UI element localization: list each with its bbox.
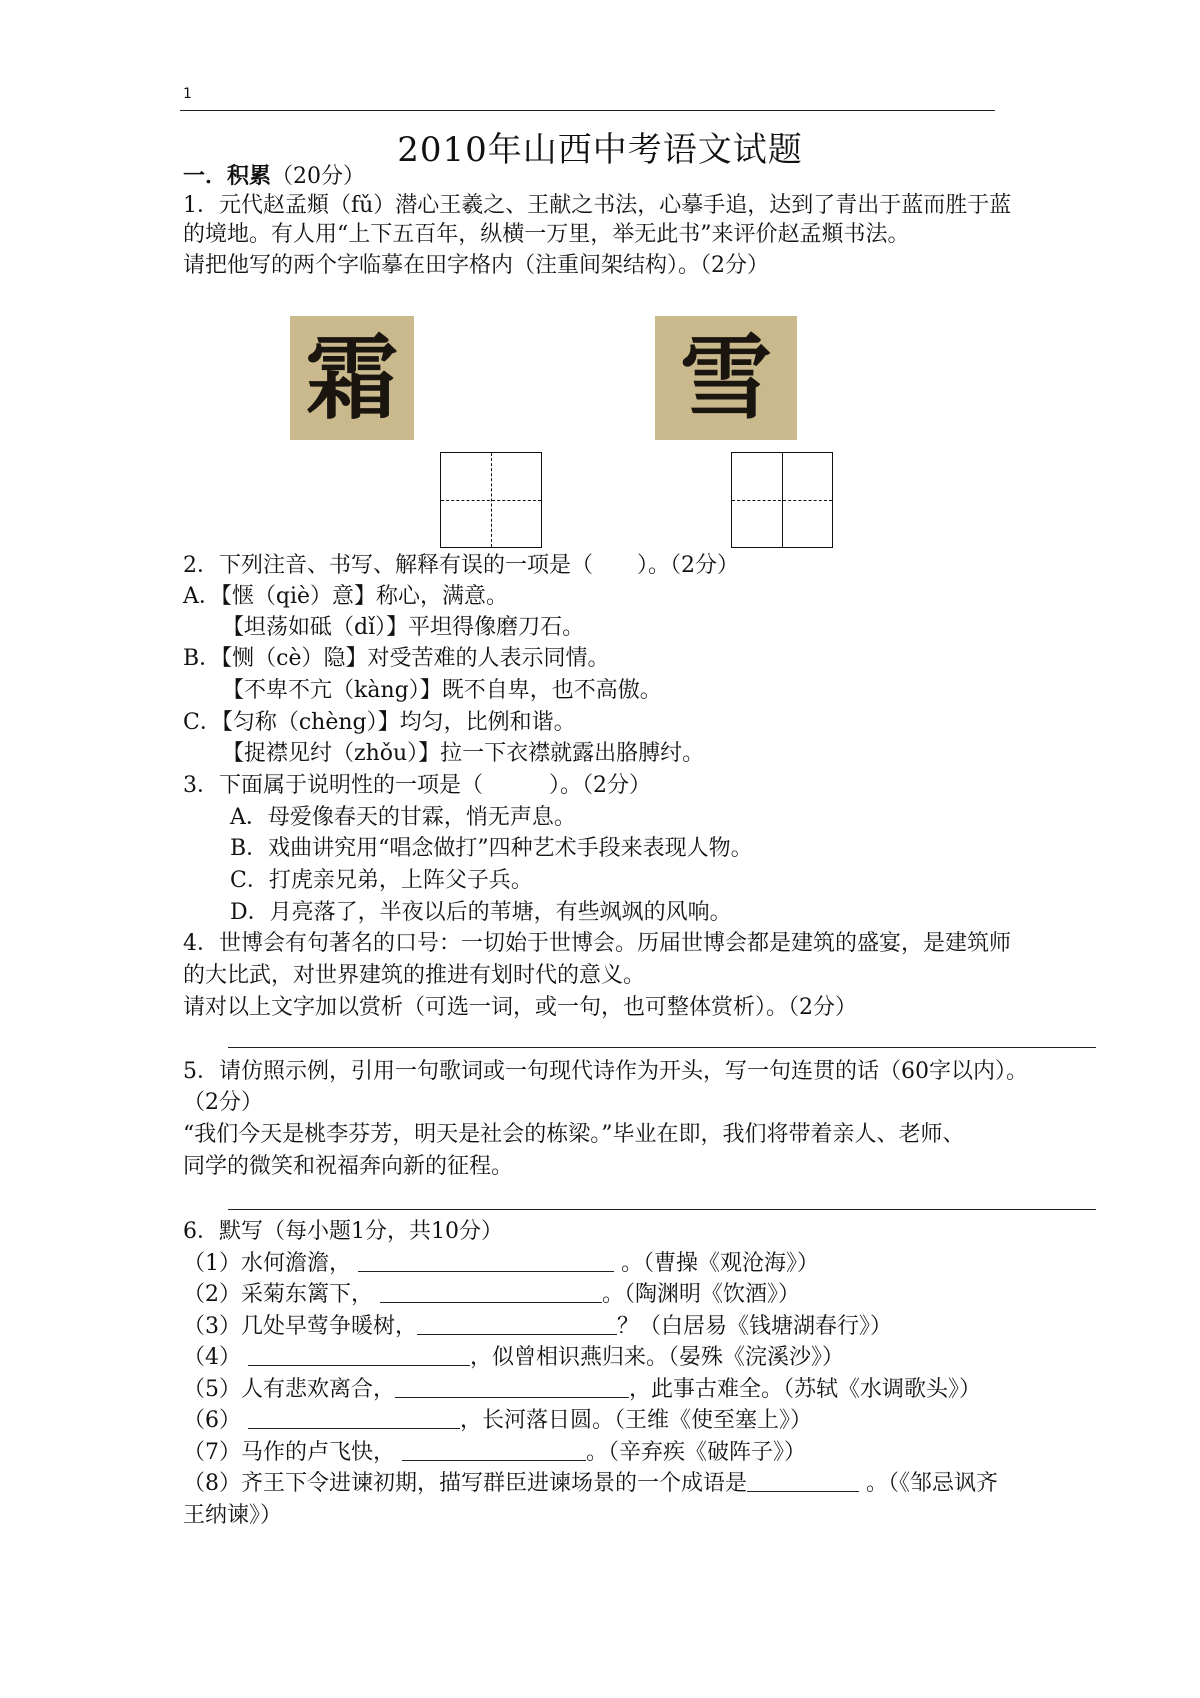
q3-option-b: B．戏曲讲究用“唱念做打”四种艺术手段来表现人物。 (230, 836, 753, 861)
q6-item-6-prompt: （6） (183, 1408, 241, 1433)
q5-example-line1: “我们今天是桃李芬芳，明天是社会的栋梁。”毕业在即，我们将带着亲人、老师、 (183, 1122, 965, 1147)
tianzige-grid-2[interactable] (731, 452, 833, 548)
q5-answer-line[interactable] (228, 1209, 1096, 1210)
q2-option-a-cont: 【坦荡如砥（dǐ）】平坦得像磨刀石。 (222, 615, 585, 640)
grid-center-horizontal (732, 500, 832, 501)
q6-item-2-prompt: （2）采菊东篱下， (183, 1282, 373, 1307)
q6-item-1-prompt: （1）水何澹澹， (183, 1251, 351, 1276)
q6-item-5-blank[interactable] (395, 1375, 629, 1398)
section-heading-points: （20分） (271, 164, 366, 189)
q5-example-line2: 同学的微笑和祝福奔向新的征程。 (183, 1154, 514, 1179)
q1-line1: 1．元代赵孟頫（fǔ）潜心王羲之、王献之书法，心摹手追，达到了青出于蓝而胜于蓝 (183, 193, 1012, 218)
q5-line2: （2分） (183, 1090, 263, 1115)
header-rule (180, 110, 995, 111)
q3-option-d: D．月亮落了，半夜以后的苇塘，有些飒飒的风响。 (230, 900, 732, 925)
q2-option-a: A．【惬（qiè）意】称心，满意。 (183, 584, 509, 609)
q6-item-6-blank[interactable] (248, 1406, 460, 1429)
q6-item-1 (183, 1248, 819, 1280)
q6-item-4 (183, 1342, 844, 1374)
calligraphy-sample-2 (655, 316, 797, 440)
q3-option-a: A．母爱像春天的甘霖，悄无声息。 (230, 805, 576, 830)
q6-item-7 (183, 1437, 806, 1469)
q6-item-2-source: 。（陶渊明《饮酒》） (602, 1282, 801, 1307)
q2-option-b-cont: 【不卑不亢（kàng）】既不自卑，也不高傲。 (222, 678, 662, 703)
page-title: 2010年山西中考语文试题 (397, 130, 803, 170)
q6-item-2 (183, 1279, 800, 1311)
q6-item-5-prompt: （5）人有悲欢离合， (183, 1377, 395, 1402)
q6-item-5-source: ，此事古难全。（苏轼《水调歌头》） (629, 1377, 982, 1402)
q6-item-8-cont: 王纳谏》） (183, 1503, 283, 1528)
section-heading (183, 160, 365, 193)
q3-stem: 3．下面属于说明性的一项是（ ）。（2分） (183, 773, 651, 798)
q6-item-6-source: ，长河落日圆。（王维《使至塞上》） (460, 1408, 813, 1433)
q6-item-3 (183, 1311, 892, 1343)
q6-item-3-prompt: （3）几处早莺争暖树， (183, 1314, 417, 1339)
q1-line2: 的境地。有人用“上下五百年，纵横一万里，举无此书”来评价赵孟頫书法。 (183, 222, 910, 247)
q4-answer-line[interactable] (228, 1047, 1096, 1048)
q6-item-8-prompt: （8）齐王下令进谏初期，描写群臣进谏场景的一个成语是 (183, 1471, 747, 1496)
q2-option-c: C．【匀称（chèng）】均匀，比例和谐。 (183, 710, 576, 735)
q6-item-3-source: ？（白居易《钱塘湖春行》） (617, 1314, 893, 1339)
page-number: 1 (183, 86, 192, 102)
q6-item-4-blank[interactable] (248, 1343, 470, 1366)
calligraphy-char-1: 霜 (305, 324, 398, 432)
q6-stem: 6．默写（每小题1分，共10分） (183, 1219, 503, 1244)
q6-item-1-blank[interactable] (358, 1249, 614, 1272)
calligraphy-sample-1 (290, 316, 414, 440)
q6-item-7-blank[interactable] (402, 1438, 586, 1461)
q6-item-7-prompt: （7）马作的卢飞快， (183, 1440, 395, 1465)
q6-item-1-source: 。（曹操《观沧海》） (621, 1251, 820, 1276)
q2-option-b: B．【恻（cè）隐】对受苦难的人表示同情。 (183, 646, 610, 671)
q6-item-8 (183, 1468, 998, 1500)
q2-option-c-cont: 【捉襟见纣（zhǒu）】拉一下衣襟就露出胳膊纣。 (222, 741, 705, 766)
q6-item-6 (183, 1405, 812, 1437)
q6-item-2-blank[interactable] (380, 1280, 602, 1303)
q4-line3: 请对以上文字加以赏析（可选一词，或一句，也可整体赏析）。（2分） (183, 995, 857, 1020)
section-heading-label: 一．积累 (183, 163, 272, 189)
q5-line1: 5．请仿照示例，引用一句歌词或一句现代诗作为开头，写一句连贯的话（60字以内）。 (183, 1059, 1028, 1084)
q1-line3: 请把他写的两个字临摹在田字格内（注重间架结构）。（2分） (183, 253, 769, 278)
q6-item-8-blank[interactable] (747, 1469, 859, 1492)
q6-item-8-source: 。（《邹忌讽齐 (866, 1471, 999, 1496)
q4-line1: 4．世博会有句著名的口号：一切始于世博会。历届世博会都是建筑的盛宴，是建筑师 (183, 931, 1011, 956)
q2-stem: 2．下列注音、书写、解释有误的一项是（ ）。（2分） (183, 553, 739, 578)
q6-item-4-prompt: （4） (183, 1345, 241, 1370)
q6-item-3-blank[interactable] (417, 1312, 617, 1335)
grid-center-horizontal (441, 500, 541, 501)
q6-item-7-source: 。（辛弃疾《破阵子》） (586, 1440, 807, 1465)
calligraphy-char-2: 雪 (679, 324, 772, 432)
q6-item-4-source: ，似曾相识燕归来。（晏殊《浣溪沙》） (470, 1345, 845, 1370)
q3-option-c: C．打虎亲兄弟，上阵父子兵。 (230, 868, 533, 893)
tianzige-grid-1[interactable] (440, 452, 542, 548)
q4-line2: 的大比武，对世界建筑的推进有划时代的意义。 (183, 963, 646, 988)
q6-item-5 (183, 1374, 981, 1406)
